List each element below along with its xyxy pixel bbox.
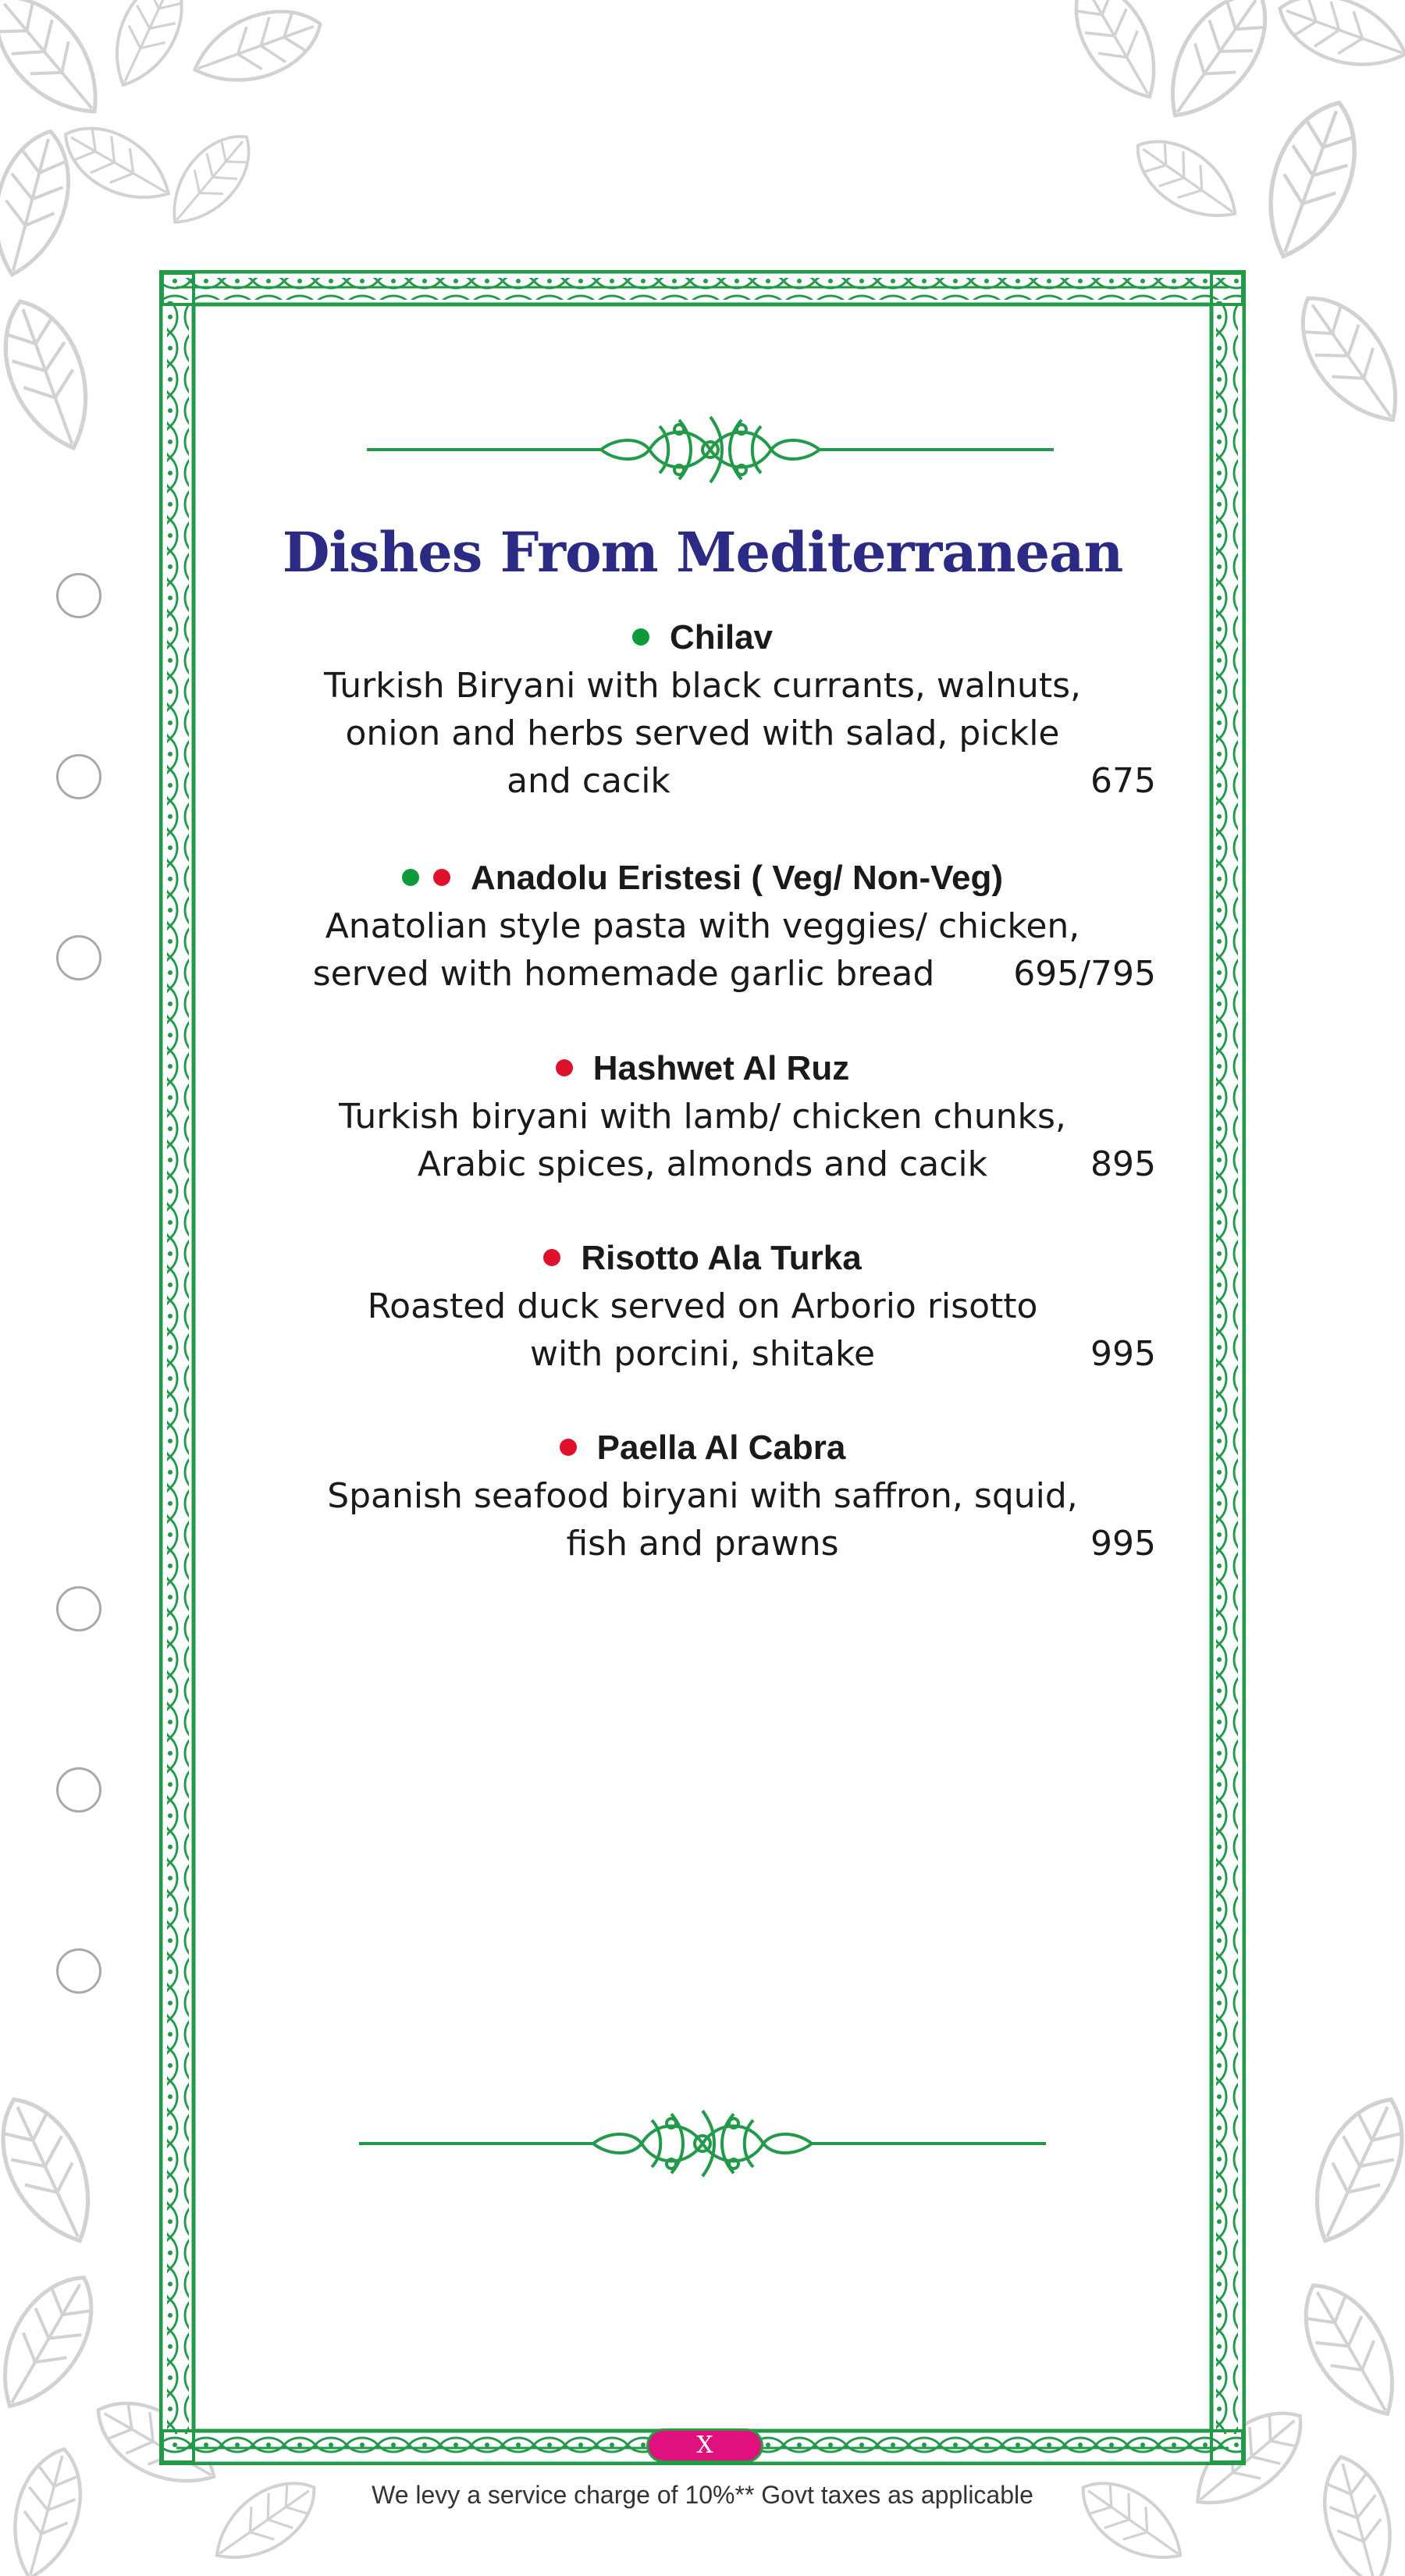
nonveg-dot xyxy=(560,1439,577,1456)
item-description-line: Turkish biryani with lamb/ chicken chunks, xyxy=(339,1097,1066,1137)
page-title: Dishes From Mediterranean xyxy=(282,520,1123,585)
item-price: 995 xyxy=(1090,1334,1156,1374)
item-name: Chilav xyxy=(669,618,774,656)
item-title xyxy=(159,1234,1246,1283)
item-description-line: Arabic spices, almonds and cacik xyxy=(417,1144,988,1184)
item-description-line: with porcini, shitake xyxy=(529,1334,876,1374)
nonveg-indicator-dots xyxy=(556,1046,573,1094)
veg-nonveg-indicator-dots xyxy=(402,856,450,904)
item-description-line: Anatolian style pasta with veggies/ chicken, xyxy=(325,906,1080,946)
item-price: 695/795 xyxy=(1013,954,1156,994)
bottom-ornamental-divider xyxy=(359,2105,1046,2183)
page-number-badge: X xyxy=(646,2428,763,2463)
item-description-line: fish and prawns xyxy=(566,1524,839,1564)
item-description-line: Roasted duck served on Arborio risotto xyxy=(367,1286,1038,1326)
item-price: 995 xyxy=(1090,1524,1156,1564)
binder-hole xyxy=(56,1586,101,1631)
item-description-line: onion and herbs served with salad, pickle xyxy=(345,713,1060,753)
item-name: Risotto Ala Turka xyxy=(581,1239,862,1277)
item-title xyxy=(159,1044,1246,1093)
nonveg-dot xyxy=(556,1059,573,1076)
binder-hole xyxy=(56,1948,101,1994)
item-description-line: served with homemade garlic bread xyxy=(312,954,935,994)
binder-hole xyxy=(56,1767,101,1813)
item-description-line: and cacik xyxy=(507,761,670,801)
veg-indicator-dots xyxy=(632,615,649,664)
binder-hole xyxy=(56,935,101,980)
binder-hole xyxy=(56,573,101,618)
nonveg-dot xyxy=(543,1249,560,1266)
item-name: Hashwet Al Ruz xyxy=(592,1049,850,1087)
nonveg-dot xyxy=(433,869,450,886)
item-name: Anadolu Eristesi ( Veg/ Non-Veg) xyxy=(470,859,1004,897)
menu-panel xyxy=(159,270,1246,2465)
item-title xyxy=(159,614,1246,662)
nonveg-indicator-dots xyxy=(543,1236,560,1284)
item-price: 675 xyxy=(1090,761,1156,801)
veg-dot xyxy=(402,869,419,886)
item-price: 895 xyxy=(1090,1144,1156,1184)
item-description-line: Turkish Biryani with black currants, walnuts, xyxy=(324,666,1081,706)
item-description-line: Spanish seafood biryani with saffron, squid, xyxy=(327,1476,1078,1516)
veg-dot xyxy=(632,628,649,646)
service-charge-note: We levy a service charge of 10%** Govt taxes as applicable xyxy=(372,2481,1033,2509)
nonveg-indicator-dots xyxy=(560,1425,577,1474)
top-ornamental-divider xyxy=(367,411,1054,489)
item-name: Paella Al Cabra xyxy=(596,1429,846,1467)
item-title xyxy=(159,854,1246,902)
item-title xyxy=(159,1424,1246,1472)
binder-hole xyxy=(56,754,101,799)
